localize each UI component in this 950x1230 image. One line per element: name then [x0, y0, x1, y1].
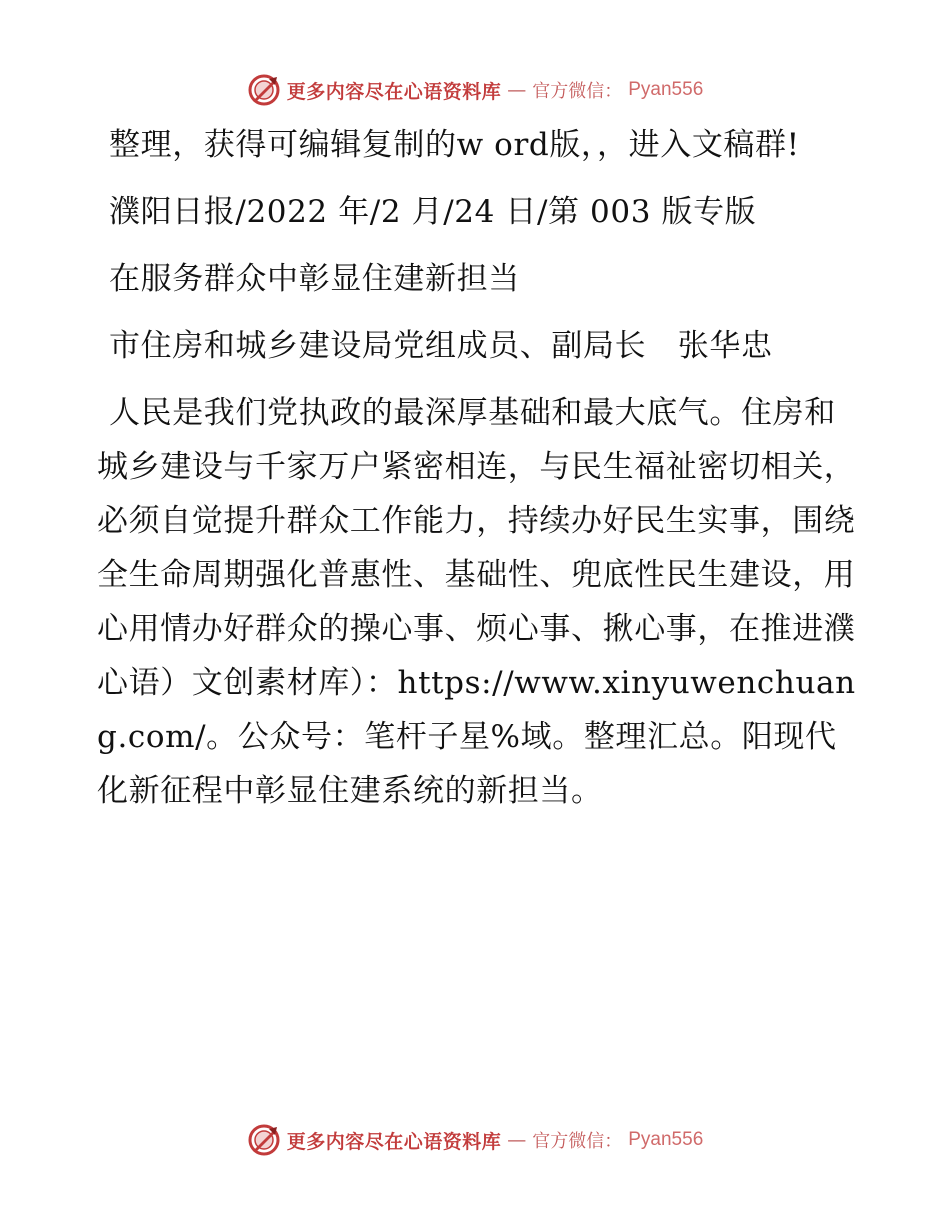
intro-paragraph: 整理，获得可编辑复制的w ord版，，进入文稿群!: [109, 127, 800, 163]
header-banner-text: 更多内容尽在心语资料库: [286, 80, 502, 103]
author-line: 市住房和城乡建设局党组成员、副局长 张华忠: [109, 328, 773, 364]
footer-wechat-handle: Pyan556: [628, 1129, 704, 1150]
quill-seal-icon: [247, 1123, 281, 1157]
document-body: [97, 118, 857, 831]
header-banner-dash: —: [507, 79, 527, 101]
footer-banner: [0, 1120, 950, 1160]
quill-seal-icon: [247, 73, 281, 107]
footer-wechat-label: 官方微信：: [532, 1131, 623, 1152]
article-title: 在服务群众中彰显住建新担当: [109, 261, 520, 297]
header-wechat-handle: Pyan556: [628, 79, 704, 100]
footer-banner-dash: —: [507, 1129, 527, 1151]
header-banner: [0, 70, 950, 110]
footer-banner-text: 更多内容尽在心语资料库: [286, 1130, 502, 1153]
body-paragraph: 人民是我们党执政的最深厚基础和最大底气。住房和城乡建设与千家万户紧密相连，与民生福祉密切相关，必须自觉提升群众工作能力，持续办好民生实事，围绕全生命周期强化普惠性、基础性、兜底性民生建设，用心用情办好群众的操心事、烦心事、揪心事，在推进濮心语）文创素材库）：https://www.xinyuwenchuang.com/。公众号：笔杆子星%域。整理汇总。阳现代化新征程中彰显住建系统的新担当。: [97, 395, 856, 809]
header-wechat-label: 官方微信：: [532, 81, 623, 102]
publication-line: 濮阳日报/2022 年/2 月/24 日/第 003 版专版: [109, 194, 757, 230]
